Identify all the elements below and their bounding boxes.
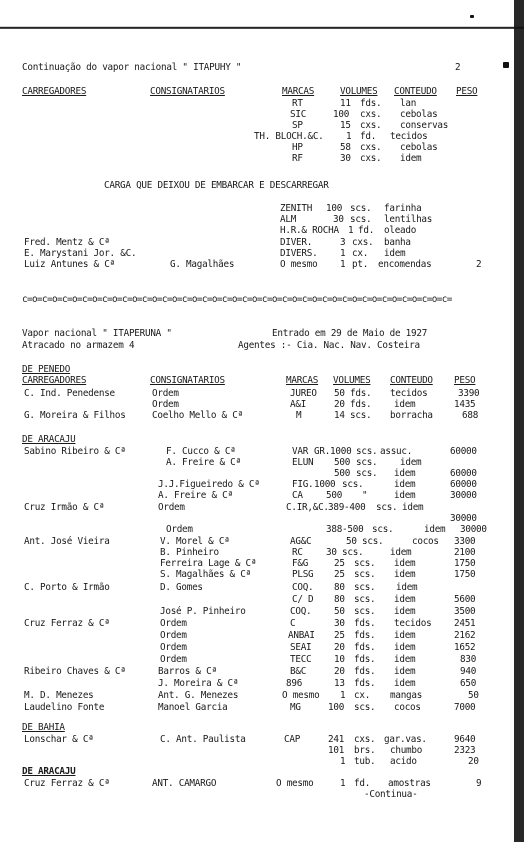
cell-shipper: M. D. Menezes	[24, 690, 94, 701]
cell-shipper: E. Marystani Jor. &C.	[24, 248, 137, 259]
cell-qty: 13	[334, 678, 345, 689]
cell-marca: M	[296, 410, 302, 421]
cell-unit: scs.	[354, 606, 376, 617]
cell-peso: 1435	[454, 399, 476, 410]
cell-peso: 7000	[454, 702, 476, 713]
cell-unit: cxs.	[360, 120, 382, 131]
cell-peso: 3390	[458, 388, 480, 399]
cell-qty: 11	[340, 98, 351, 109]
cell-desc: idem	[400, 153, 422, 164]
cell-consignee: Ordem	[166, 524, 193, 535]
cell-unit: scs.	[372, 524, 394, 535]
cell-desc: idem	[394, 490, 416, 501]
cell-peso: 2162	[454, 630, 476, 641]
cell-qty: 388-500	[326, 524, 364, 535]
cell-qty: 30	[333, 214, 344, 225]
cell-marca: O mesmo	[276, 778, 314, 789]
cell-peso: 2323	[454, 745, 476, 756]
cell-shipper: G. Moreira & Filhos	[24, 410, 126, 421]
cell-peso: 2100	[454, 547, 476, 558]
cell-unit: scs.	[356, 446, 378, 457]
cell-shipper: C. Porto & Irmão	[24, 582, 110, 593]
cell-unit: cx.	[352, 248, 369, 259]
cell-desc: encomendas	[378, 259, 432, 270]
cell-consignee: Ordem	[160, 618, 187, 629]
cell-desc: conservas	[400, 120, 449, 131]
cell-desc: lentilhas	[384, 214, 433, 225]
cell-desc: lan	[400, 98, 417, 109]
origin-penedo: DE PENEDO	[22, 364, 71, 375]
cell-consignee: José P. Pinheiro	[160, 606, 246, 617]
cell-qty: 500	[326, 490, 343, 501]
cell-unit: scs.	[354, 558, 376, 569]
arrival-date: Entrado em 29 de Maio de 1927	[272, 328, 428, 339]
cell-shipper: Sabino Ribeiro & Cª	[24, 446, 126, 457]
cell-qty: 30	[334, 618, 345, 629]
origin-aracaju: DE ARACAJU	[22, 766, 76, 777]
cell-marca: H.R.& ROCHA	[280, 225, 339, 236]
col-consignatarios: CONSIGNATARIOS	[150, 86, 225, 97]
cell-consignee: Ordem	[160, 654, 187, 665]
cell-desc: cocos	[412, 536, 439, 547]
cell-marca: COQ.	[292, 582, 314, 593]
col-carregadores: CARREGADORES	[22, 86, 87, 97]
cell-consignee: Ant. G. Menezes	[158, 690, 239, 701]
cell-consignee: Manoel Garcia	[158, 702, 228, 713]
cell-peso: 30000	[450, 490, 477, 501]
cell-peso: 688	[462, 410, 479, 421]
cell-unit: scs.	[350, 214, 372, 225]
cell-marca: JUREO	[290, 388, 317, 399]
cell-marca: RC	[292, 547, 303, 558]
cell-peso: 60000	[450, 468, 477, 479]
cell-shipper: Laudelino Fonte	[24, 702, 105, 713]
cell-consignee: B. Pinheiro	[160, 547, 219, 558]
cell-peso: 2451	[454, 618, 476, 629]
scan-speck	[503, 62, 509, 68]
cell-desc: idem	[402, 502, 424, 513]
cell-peso: 650	[460, 678, 477, 689]
cell-desc: tecidos	[390, 131, 428, 142]
cell-desc: cocos	[394, 702, 421, 713]
cell-desc: idem	[384, 248, 406, 259]
col-peso: PESO	[456, 86, 478, 97]
cell-consignee: Ordem	[160, 630, 187, 641]
col-conteudo: CONTEUDO	[394, 86, 437, 97]
cell-desc: idem	[394, 479, 416, 490]
cell-unit: scs.	[362, 536, 384, 547]
cell-qty: 1	[340, 756, 346, 767]
cell-qty: GR.1000	[314, 446, 352, 457]
cell-unit: scs.	[350, 203, 372, 214]
cell-shipper: Cruz Ferraz & Cª	[24, 618, 110, 629]
cell-peso: 50	[468, 690, 479, 701]
cell-peso: 60000	[450, 446, 477, 457]
cell-peso: 1750	[454, 569, 476, 580]
cell-qty: 80	[334, 594, 345, 605]
cell-marca: O mesmo	[280, 259, 318, 270]
cell-qty: 1	[340, 690, 346, 701]
cell-qty: 14	[334, 410, 345, 421]
cell-desc: idem	[394, 678, 416, 689]
cell-desc: gar.vas.	[384, 734, 427, 745]
cell-marca: A&I	[290, 399, 307, 410]
cell-marca: PLSG	[292, 569, 314, 580]
continua-note: -Continua-	[364, 789, 418, 800]
cell-unit: fds.	[350, 388, 372, 399]
cell-unit: fd.	[358, 225, 375, 236]
cell-desc: idem	[390, 547, 412, 558]
cell-unit: fds.	[354, 618, 376, 629]
cell-desc: banha	[384, 237, 411, 248]
scan-right-edge	[514, 0, 524, 842]
cell-consignee: C. Ant. Paulista	[160, 734, 246, 745]
col-volumes: VOLUMES	[340, 86, 378, 97]
cell-marca: ALM	[280, 214, 297, 225]
cell-marca: FIG.	[292, 479, 314, 490]
cell-consignee: Ferreira Lage & Cª	[160, 558, 257, 569]
cell-peso: 830	[460, 654, 477, 665]
cell-shipper: Ribeiro Chaves & Cª	[24, 666, 126, 677]
cell-marca: DIVERS.	[280, 248, 318, 259]
cell-unit: cxs.	[360, 142, 382, 153]
cell-unit: fds.	[354, 666, 376, 677]
cell-shipper: Cruz Irmão & Cª	[24, 502, 105, 513]
cell-desc: chumbo	[390, 745, 423, 756]
cell-shipper: Luiz Antunes & Cª	[24, 259, 115, 270]
cell-qty: 1	[340, 248, 346, 259]
cell-unit: scs.	[356, 468, 378, 479]
scan-speck	[470, 15, 474, 18]
cell-qty: 58	[340, 142, 351, 153]
cell-unit: scs.	[356, 457, 378, 468]
cell-consignee: Ordem	[160, 642, 187, 653]
cell-unit: cxs.	[352, 237, 374, 248]
cell-marca: TECC	[290, 654, 312, 665]
cell-unit: fd.	[354, 778, 371, 789]
cell-shipper: Cruz Ferraz & Cª	[24, 778, 110, 789]
cell-consignee: D. Gomes	[160, 582, 203, 593]
cell-consignee: G. Magalhães	[170, 259, 235, 270]
cell-qty: 15	[340, 120, 351, 131]
cell-marca: C	[290, 618, 296, 629]
cell-unit: scs.	[342, 547, 364, 558]
col-peso: PESO	[454, 375, 476, 386]
cell-unit: scs.	[342, 479, 364, 490]
cell-peso: 9640	[454, 734, 476, 745]
cell-qty: 500	[334, 468, 351, 479]
cell-desc: oleado	[384, 225, 417, 236]
cell-marca: F&G	[292, 558, 309, 569]
section-separator: c=o=c=o=c=o=c=o=c=o=c=o=c=o=c=o=c=o=c=o=c=o=c=o=c=o=c=o=c=o=c=o=c=o=c=o=c=o=c=o=c=o=c=	[22, 294, 452, 305]
cell-consignee: Ordem	[152, 388, 179, 399]
cell-marca: ZENITH	[280, 203, 313, 214]
cell-consignee: V. Morel & Cª	[160, 536, 230, 547]
cell-desc: idem	[396, 582, 418, 593]
cell-qty: 100	[328, 702, 345, 713]
cell-unit: fds.	[354, 642, 376, 653]
col-marcas: MARCAS	[286, 375, 319, 386]
cell-unit: fds.	[354, 678, 376, 689]
cell-unit: cx.	[354, 690, 371, 701]
cell-marca: CAP	[284, 734, 301, 745]
cell-desc: cebolas	[400, 142, 438, 153]
cell-desc: borracha	[390, 410, 433, 421]
cell-unit: tub.	[354, 756, 376, 767]
berth-info: Atracado no armazem 4	[22, 340, 135, 351]
cell-qty: 100	[333, 109, 350, 120]
cell-marca: COQ.	[290, 606, 312, 617]
cell-consignee: F. Cucco & Cª	[166, 446, 236, 457]
cell-marca: DIVER.	[280, 237, 313, 248]
cell-unit: cxs.	[360, 109, 382, 120]
cell-unit: brs.	[354, 745, 376, 756]
cell-qty: 80	[334, 582, 345, 593]
cell-desc: assuc.	[380, 446, 413, 457]
cell-qty: 25	[334, 630, 345, 641]
cell-desc: idem	[394, 569, 416, 580]
cell-desc: idem	[400, 457, 422, 468]
cell-desc: idem	[394, 558, 416, 569]
cell-desc: idem	[394, 654, 416, 665]
cell-qty: 25	[334, 558, 345, 569]
agents-info: Agentes :- Cia. Nac. Nav. Costeira	[238, 340, 420, 351]
cell-desc: idem	[394, 399, 416, 410]
cell-marca: RT	[292, 98, 303, 109]
cell-peso: 3300	[454, 536, 476, 547]
cell-qty: 1	[340, 778, 346, 789]
cell-peso: 9	[476, 778, 482, 789]
section-carga-heading: CARGA QUE DEIXOU DE EMBARCAR E DESCARREGAR	[104, 180, 329, 191]
col-conteudo: CONTEUDO	[390, 375, 433, 386]
cell-peso: 30000	[460, 524, 487, 535]
col-consignatarios: CONSIGNATARIOS	[150, 375, 225, 386]
cell-consignee: A. Freire & Cª	[158, 490, 233, 501]
cell-peso: 1652	[454, 642, 476, 653]
cell-shipper: Lonschar & Cª	[24, 734, 94, 745]
cell-unit: fds.	[354, 630, 376, 641]
origin-bahia: DE BAHIA	[22, 722, 65, 733]
cell-qty: 1	[340, 259, 346, 270]
cell-marca: ELUN	[292, 457, 314, 468]
cell-peso: 30000	[450, 513, 477, 524]
cell-peso: 3500	[454, 606, 476, 617]
cell-marca: TH. BLOCH.&C.	[254, 131, 324, 142]
col-marcas: MARCAS	[282, 86, 315, 97]
document-title: Continuação do vapor nacional " ITAPUHY "	[22, 62, 242, 73]
col-volumes: VOLUMES	[333, 375, 371, 386]
cell-desc: amostras	[388, 778, 431, 789]
cell-desc: tecidos	[390, 388, 428, 399]
cell-marca: B&C	[290, 666, 307, 677]
cell-consignee: J.J.Figueiredo & Cª	[158, 479, 260, 490]
cell-consignee: Ordem	[152, 399, 179, 410]
cell-unit: scs.	[350, 410, 372, 421]
cell-consignee: Coelho Mello & Cª	[152, 410, 243, 421]
cell-qty: 241	[328, 734, 345, 745]
cell-unit: fd.	[360, 131, 377, 142]
cell-shipper: Ant. José Vieira	[24, 536, 110, 547]
cell-unit: scs.	[354, 702, 376, 713]
cell-marca: O mesmo	[282, 690, 320, 701]
cell-unit: cxs.	[354, 734, 376, 745]
cell-qty: 389-400	[328, 502, 366, 513]
cell-marca: SP	[292, 120, 303, 131]
cell-unit: scs.	[354, 582, 376, 593]
cell-desc: farinha	[384, 203, 422, 214]
cell-desc: idem	[394, 642, 416, 653]
page-number: 2	[455, 62, 461, 73]
cell-shipper: C. Ind. Penedense	[24, 388, 115, 399]
cell-desc: cebolas	[400, 109, 438, 120]
cell-peso: 2	[476, 259, 482, 270]
cell-qty: 20	[334, 399, 345, 410]
cell-desc: idem	[394, 606, 416, 617]
cell-consignee: S. Magalhães & Cª	[160, 569, 251, 580]
cell-marca: VAR	[292, 446, 309, 457]
cell-consignee: Barros & Cª	[158, 666, 217, 677]
cell-qty: 500	[334, 457, 351, 468]
cell-qty: 1	[346, 131, 352, 142]
cell-peso: 60000	[450, 479, 477, 490]
cell-marca: AG&C	[290, 536, 312, 547]
cell-unit: fds.	[360, 98, 382, 109]
cell-marca: ANBAI	[288, 630, 315, 641]
cell-qty: 100	[326, 203, 343, 214]
cell-qty: 20	[334, 666, 345, 677]
col-carregadores: CARREGADORES	[22, 375, 87, 386]
cell-qty: 3	[340, 237, 346, 248]
cell-peso: 5600	[454, 594, 476, 605]
cell-marca: MG	[290, 702, 301, 713]
cell-unit: scs.	[354, 594, 376, 605]
cell-peso: 1750	[454, 558, 476, 569]
cell-qty: 1	[348, 225, 354, 236]
cell-desc: idem	[424, 524, 446, 535]
cell-qty: 25	[334, 569, 345, 580]
cell-qty: 50	[334, 606, 345, 617]
cell-unit: fds.	[350, 399, 372, 410]
cell-qty: 30	[326, 547, 337, 558]
cell-unit: scs.	[376, 502, 398, 513]
cell-marca: 896	[286, 678, 303, 689]
cell-desc: idem	[394, 594, 416, 605]
cell-unit: fds.	[354, 654, 376, 665]
vessel-title: Vapor nacional " ITAPERUNA "	[22, 328, 172, 339]
cell-qty: 101	[328, 745, 345, 756]
cell-desc: acido	[390, 756, 417, 767]
cell-consignee: Ordem	[158, 502, 185, 513]
cell-unit: cxs.	[360, 153, 382, 164]
cell-marca: CA	[292, 490, 303, 501]
cell-qty: 20	[334, 642, 345, 653]
cell-qty: 10	[334, 654, 345, 665]
scan-top-edge	[0, 0, 524, 44]
cell-qty: 1000	[314, 479, 336, 490]
cell-peso: 940	[460, 666, 477, 677]
cell-consignee: ANT. CAMARGO	[152, 778, 217, 789]
cell-consignee: A. Freire & Cª	[166, 457, 241, 468]
cell-qty: 30	[340, 153, 351, 164]
cell-qty: 50	[346, 536, 357, 547]
cell-marca: HP	[292, 142, 303, 153]
cell-qty: 50	[334, 388, 345, 399]
cell-desc: tecidos	[394, 618, 432, 629]
cell-desc: idem	[394, 666, 416, 677]
cell-unit: pt.	[352, 259, 369, 270]
cell-marca: C/ D	[292, 594, 314, 605]
cell-peso: 20	[468, 756, 479, 767]
cell-unit: "	[362, 490, 368, 501]
cell-desc: idem	[394, 468, 416, 479]
cell-marca: C.IR,&C.	[286, 502, 329, 513]
cell-unit: scs.	[354, 569, 376, 580]
origin-aracaju: DE ARACAJU	[22, 434, 76, 445]
cell-consignee: J. Moreira & Cª	[158, 678, 239, 689]
cell-marca: SIC	[290, 109, 307, 120]
cell-desc: mangas	[390, 690, 423, 701]
cell-marca: SEAI	[290, 642, 312, 653]
cell-marca: RF	[292, 153, 303, 164]
cell-desc: idem	[394, 630, 416, 641]
cell-shipper: Fred. Mentz & Cª	[24, 237, 110, 248]
